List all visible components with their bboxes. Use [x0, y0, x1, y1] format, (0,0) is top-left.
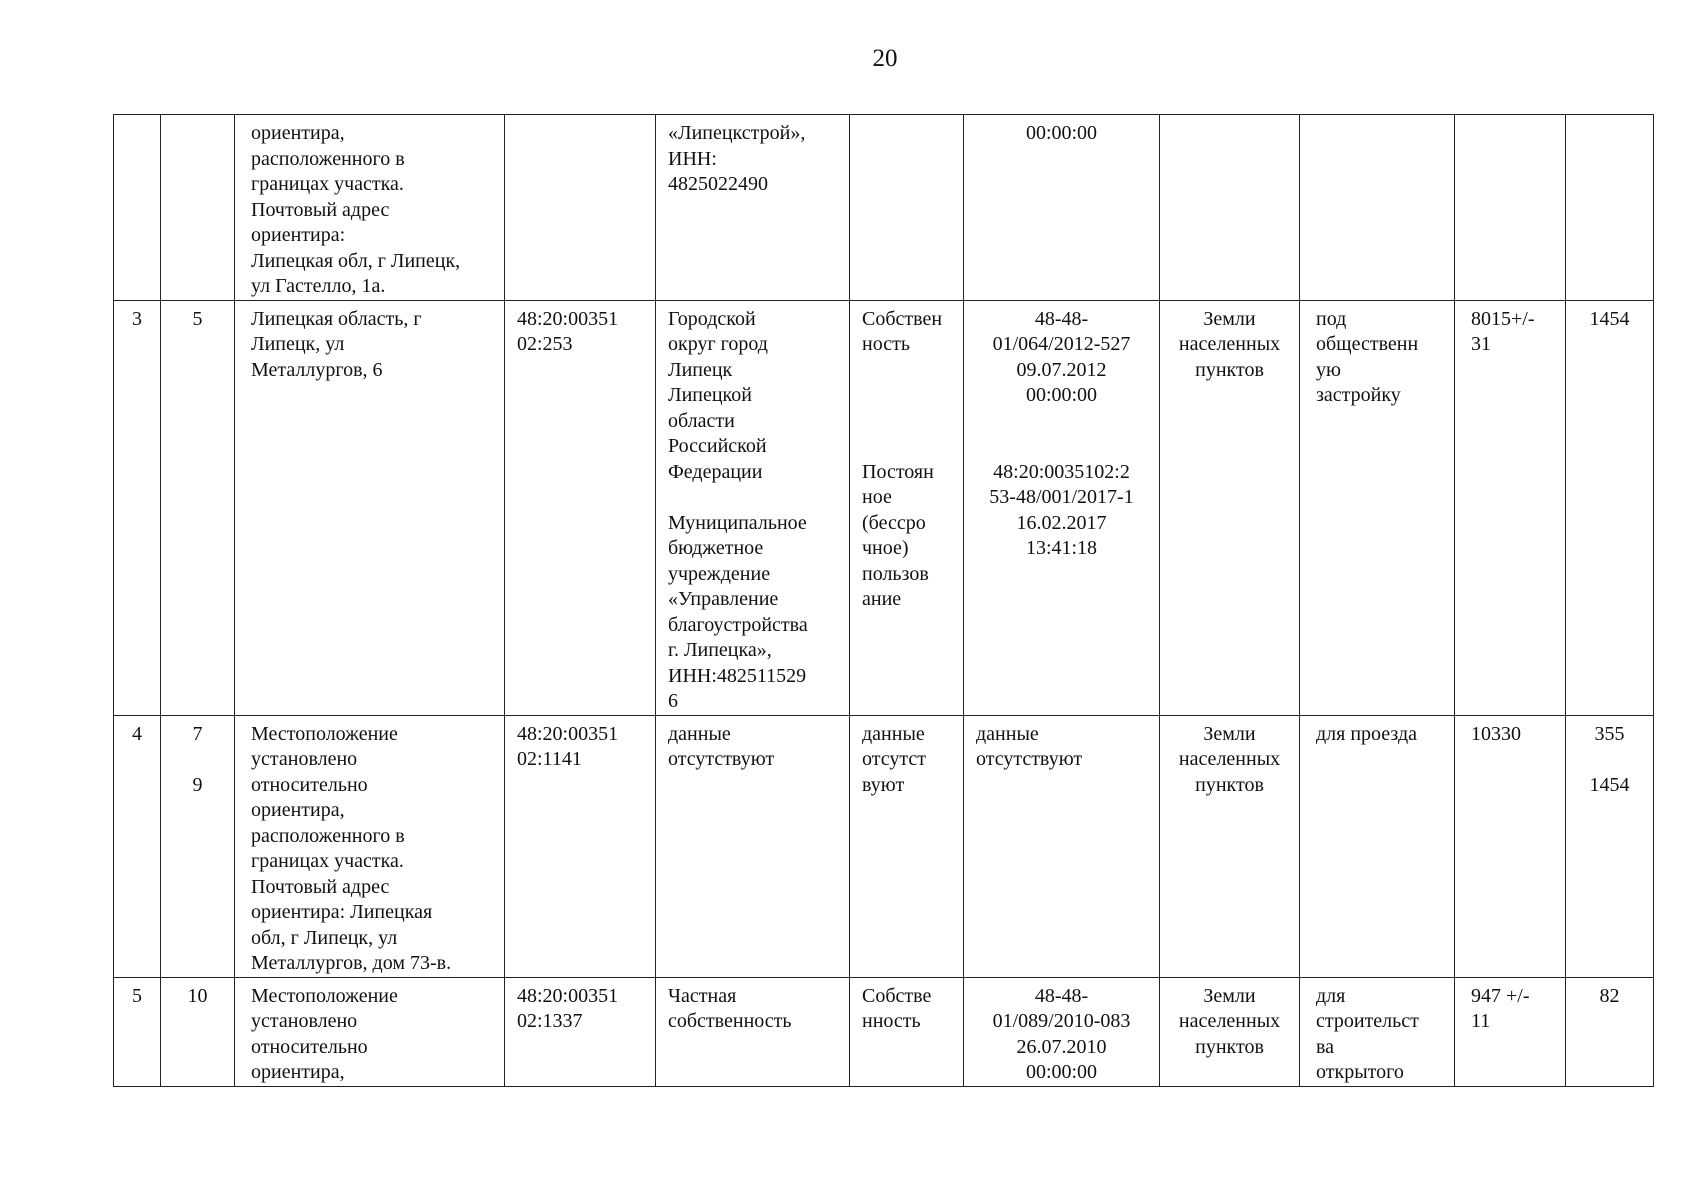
last-column-cell: 82: [1566, 977, 1654, 1086]
land-category-cell: Земли населенных пунктов: [1160, 300, 1300, 715]
row-number-cell: 3: [114, 300, 161, 715]
location-cell: Местоположение установлено относительно ориентира,: [235, 977, 505, 1086]
cadastral-number-cell: 48:20:00351 02:1141: [505, 715, 656, 977]
table-row: [114, 300, 1654, 715]
land-category-cell: [1160, 115, 1300, 301]
location-cell: Местоположение установлено относительно ориентира, расположенного в границах участка. Почтовый адрес ориентира: Липецкая обл, г Липецк, ул Металлургов, дом 73-в.: [235, 715, 505, 977]
land-category-cell: Земли населенных пунктов: [1160, 977, 1300, 1086]
last-column-cell: 355 1454: [1566, 715, 1654, 977]
owner-cell: Городской округ город Липецк Липецкой области Российской Федерации Муниципальное бюджетное учреждение «Управление благоустройства г. Липецка», ИНН:482511529 6: [656, 300, 850, 715]
cadastral-number-cell: 48:20:00351 02:253: [505, 300, 656, 715]
page-number: 20: [872, 45, 898, 72]
last-column-cell: 1454: [1566, 300, 1654, 715]
right-type-cell: [850, 115, 964, 301]
right-type-cell: Собстве нность: [850, 977, 964, 1086]
last-column-cell: [1566, 115, 1654, 301]
location-cell: Липецкая область, г Липецк, ул Металлургов, 6: [235, 300, 505, 715]
cadastral-number-cell: [505, 115, 656, 301]
area-cell: 10330: [1455, 715, 1566, 977]
area-cell: [1455, 115, 1566, 301]
registration-cell: 48-48- 01/089/2010-083 26.07.2010 00:00:00: [964, 977, 1160, 1086]
table-row: [114, 715, 1654, 977]
reference-number-cell: [161, 115, 235, 301]
permitted-use-cell: для проезда: [1300, 715, 1455, 977]
permitted-use-cell: для строительст ва открытого: [1300, 977, 1455, 1086]
reference-number-cell: 5: [161, 300, 235, 715]
area-cell: 947 +/- 11: [1455, 977, 1566, 1086]
owner-cell: «Липецкстрой», ИНН: 4825022490: [656, 115, 850, 301]
table-row: [114, 115, 1654, 301]
permitted-use-cell: под общественн ую застройку: [1300, 300, 1455, 715]
row-number-cell: [114, 115, 161, 301]
right-type-cell: данные отсутст вуют: [850, 715, 964, 977]
land-category-cell: Земли населенных пунктов: [1160, 715, 1300, 977]
owner-cell: Частная собственность: [656, 977, 850, 1086]
land-plots-table: [113, 114, 1654, 1087]
row-number-cell: 4: [114, 715, 161, 977]
owner-cell: данные отсутствуют: [656, 715, 850, 977]
area-cell: 8015+/- 31: [1455, 300, 1566, 715]
location-cell: ориентира, расположенного в границах участка. Почтовый адрес ориентира: Липецкая обл, г Липецк, ул Гастелло, 1а.: [235, 115, 505, 301]
permitted-use-cell: [1300, 115, 1455, 301]
row-number-cell: 5: [114, 977, 161, 1086]
cadastral-number-cell: 48:20:00351 02:1337: [505, 977, 656, 1086]
registration-cell: 00:00:00: [964, 115, 1160, 301]
table-row: [114, 977, 1654, 1086]
reference-number-cell: 10: [161, 977, 235, 1086]
registration-cell: данные отсутствуют: [964, 715, 1160, 977]
reference-number-cell: 7 9: [161, 715, 235, 977]
registration-cell: 48-48- 01/064/2012-527 09.07.2012 00:00:00 48:20:0035102:2 53-48/001/2017-1 16.02.2017 13:41:18: [964, 300, 1160, 715]
right-type-cell: Собствен ность Постоян ное (бессро чное) пользов ание: [850, 300, 964, 715]
